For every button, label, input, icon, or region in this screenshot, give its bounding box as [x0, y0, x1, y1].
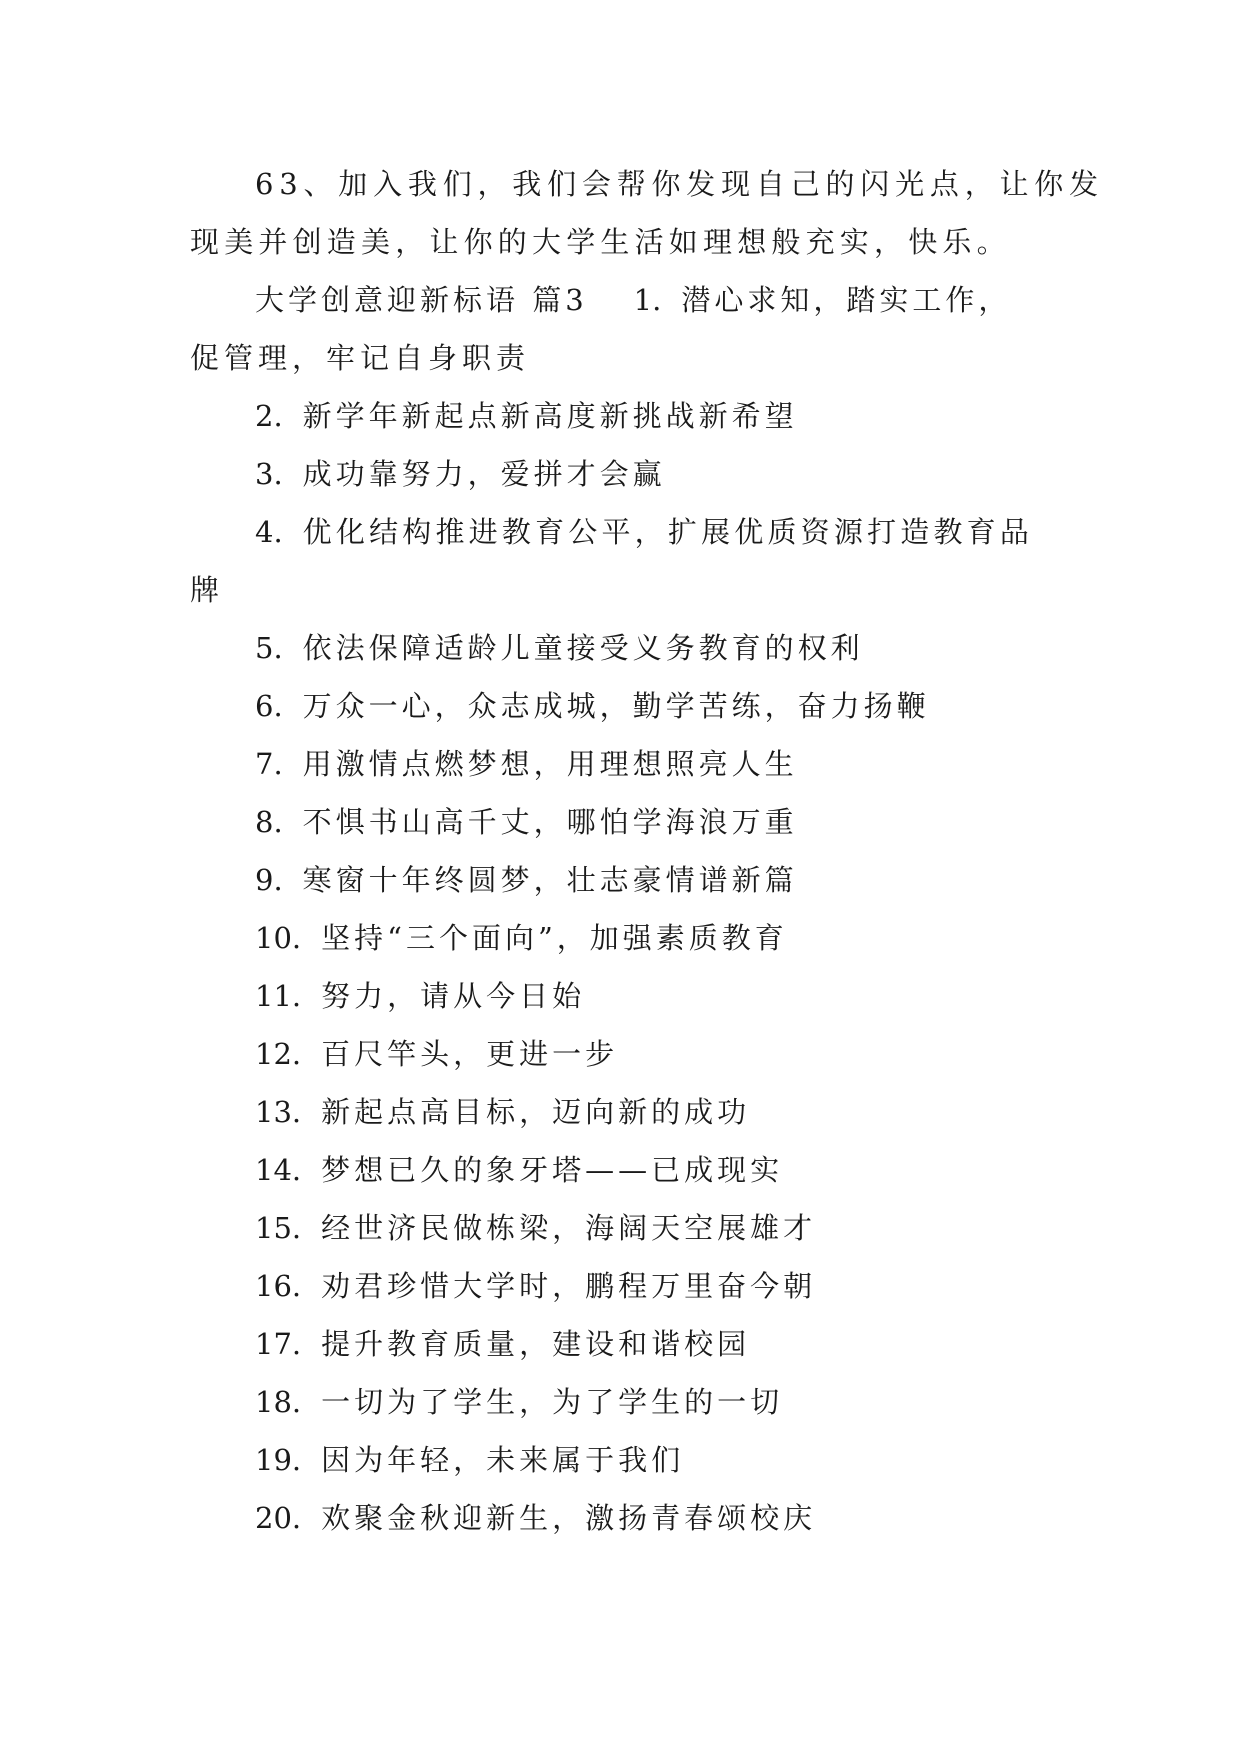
item-number: 17. — [255, 1327, 302, 1361]
item-text: 坚持“三个面向”，加强素质教育 — [321, 921, 788, 955]
item-number: 14. — [255, 1153, 302, 1187]
item-number: 11. — [255, 979, 302, 1013]
list-item — [255, 512, 1033, 552]
list-item — [255, 1150, 783, 1190]
item-1-continuation: 促管理，牢记自身职责 — [190, 341, 531, 375]
list-item — [255, 744, 798, 784]
list-item — [255, 1208, 816, 1248]
item-number: 2. — [255, 399, 283, 433]
item-text: 梦想已久的象牙塔——已成现实 — [321, 1153, 784, 1187]
section-heading: 大学创意迎新标语 篇3 — [255, 283, 588, 317]
list-item — [255, 1034, 618, 1074]
item-number: 5. — [255, 631, 283, 665]
list-item — [255, 918, 788, 958]
item-number: 10. — [255, 921, 302, 955]
section-heading-line — [255, 280, 1011, 320]
paragraph-63-line-2: 现美并创造美，让你的大学生活如理想般充实，快乐。 — [190, 225, 1011, 259]
item-number: 15. — [255, 1211, 302, 1245]
item-number: 8. — [255, 805, 283, 839]
item-text: 依法保障适龄儿童接受义务教育的权利 — [302, 631, 864, 665]
item-text: 努力，请从今日始 — [321, 979, 586, 1013]
item-text: 百尺竿头，更进一步 — [321, 1037, 619, 1071]
list-item — [255, 860, 798, 900]
item-number: 20. — [255, 1501, 302, 1535]
item-number: 16. — [255, 1269, 302, 1303]
list-item — [255, 976, 585, 1016]
item-number: 3. — [255, 457, 283, 491]
item-text: 万众一心，众志成城，勤学苦练，奋力扬鞭 — [302, 689, 930, 723]
list-item — [255, 1498, 816, 1538]
list-item — [255, 1324, 750, 1364]
item-text: 欢聚金秋迎新生，激扬青春颂校庆 — [321, 1501, 817, 1535]
list-item — [255, 1382, 783, 1422]
item-number: 9. — [255, 863, 283, 897]
item-number: 13. — [255, 1095, 302, 1129]
item-text: 用激情点燃梦想，用理想照亮人生 — [302, 747, 798, 781]
item-text: 成功靠努力，爱拼才会赢 — [302, 457, 666, 491]
item-number: 4. — [255, 515, 283, 549]
list-item — [255, 628, 864, 668]
item-text: 潜心求知，踏实工作， — [681, 283, 1012, 317]
list-item — [255, 396, 798, 436]
item-text: 优化结构推进教育公平，扩展优质资源打造教育品 — [302, 515, 1034, 549]
item-number: 12. — [255, 1037, 302, 1071]
item-text: 新学年新起点新高度新挑战新希望 — [302, 399, 798, 433]
item-text: 新起点高目标，迈向新的成功 — [321, 1095, 751, 1129]
list-item — [255, 802, 798, 842]
list-item — [255, 1266, 816, 1306]
item-text: 提升教育质量，建设和谐校园 — [321, 1327, 751, 1361]
item-text: 因为年轻，未来属于我们 — [321, 1443, 685, 1477]
list-item — [255, 1092, 750, 1132]
item-text: 劝君珍惜大学时，鹏程万里奋今朝 — [321, 1269, 817, 1303]
list-item-continuation: 牌 — [190, 573, 224, 607]
item-text: 一切为了学生，为了学生的一切 — [321, 1385, 784, 1419]
item-text: 寒窗十年终圆梦，壮志豪情谱新篇 — [302, 863, 798, 897]
item-number: 1. — [633, 283, 662, 317]
item-number: 6. — [255, 689, 283, 723]
item-text: 不惧书山高千丈，哪怕学海浪万重 — [302, 805, 798, 839]
list-item — [255, 454, 666, 494]
list-item — [255, 686, 930, 726]
paragraph-63-line-1: 63、加入我们，我们会帮你发现自己的闪光点，让你发 — [255, 167, 1104, 201]
item-number: 19. — [255, 1443, 302, 1477]
item-text: 经世济民做栋梁，海阔天空展雄才 — [321, 1211, 817, 1245]
item-number: 7. — [255, 747, 283, 781]
list-item — [255, 1440, 684, 1480]
item-number: 18. — [255, 1385, 302, 1419]
